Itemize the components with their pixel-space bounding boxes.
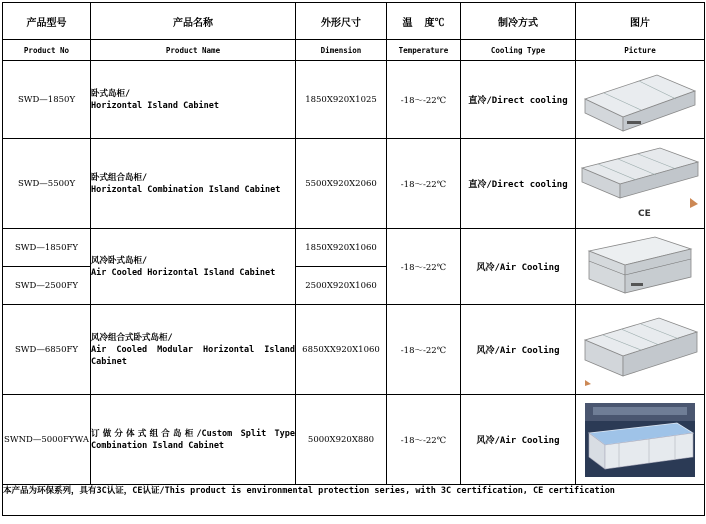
split-island-cabinet-photo-icon [585, 403, 695, 477]
cooling-type: 直冷/Direct cooling [461, 61, 576, 139]
combination-island-cabinet-icon [578, 142, 702, 226]
product-no: SWD—6850FY [3, 305, 91, 395]
product-no: SWND—5000FYWA [3, 395, 91, 485]
temperature: -18～-22℃ [387, 305, 461, 395]
header-cooling-cn: 制冷方式 [461, 3, 576, 40]
cooling-type: 风冷/Air Cooling [461, 229, 576, 305]
header-temperature-cn: 温 度℃ [387, 3, 461, 40]
cooling-type: 风冷/Air Cooling [461, 305, 576, 395]
product-no: SWD—1850FY [3, 229, 91, 267]
cooling-type: 风冷/Air Cooling [461, 395, 576, 485]
certification-note: 本产品为环保系列，具有3C认证，CE认证/This product is environmental protection series, with 3C certification, CE certification [3, 485, 705, 516]
temperature: -18～-22℃ [387, 61, 461, 139]
modular-island-cabinet-icon [579, 310, 701, 390]
product-picture [576, 305, 705, 395]
header-row-en [3, 40, 705, 61]
ce-mark: CE [638, 208, 651, 219]
product-name: 卧式岛柜/ Horizontal Island Cabinet [91, 61, 296, 139]
product-name: 风冷组合式卧式岛柜/ Air Cooled Modular Horizontal Island Cabinet [91, 305, 296, 395]
dimension: 2500X920X1060 [296, 267, 387, 305]
product-picture [576, 395, 705, 485]
product-picture [576, 61, 705, 139]
product-picture [576, 139, 705, 229]
table-row [3, 61, 705, 139]
header-row-cn [3, 3, 705, 40]
dimension: 1850X920X1025 [296, 61, 387, 139]
temperature: -18～-22℃ [387, 395, 461, 485]
header-product-name-en: Product Name [91, 40, 296, 61]
product-no: SWD—1850Y [3, 61, 91, 139]
dimension: 5500X920X2060 [296, 139, 387, 229]
dimension: 5000X920X880 [296, 395, 387, 485]
footer-row [3, 485, 705, 516]
table-row [3, 139, 705, 229]
product-picture [576, 229, 705, 305]
dimension: 6850XX920X1060 [296, 305, 387, 395]
island-cabinet-small-icon [579, 63, 701, 137]
header-temperature-en: Temperature [387, 40, 461, 61]
table-row [3, 305, 705, 395]
header-dimension-cn: 外形尺寸 [296, 3, 387, 40]
cooling-type: 直冷/Direct cooling [461, 139, 576, 229]
product-name: 风冷卧式岛柜/ Air Cooled Horizontal Island Cabinet [91, 229, 296, 305]
product-name: 订做分体式组合岛柜/Custom Split Type Combination Island Cabinet [91, 395, 296, 485]
header-picture-cn: 图片 [576, 3, 705, 40]
table-row [3, 395, 705, 485]
temperature: -18～-22℃ [387, 229, 461, 305]
header-cooling-en: Cooling Type [461, 40, 576, 61]
table-row [3, 229, 705, 267]
temperature: -18～-22℃ [387, 139, 461, 229]
dimension: 1850X920X1060 [296, 229, 387, 267]
header-product-no-en: Product No [3, 40, 91, 61]
header-product-name-cn: 产品名称 [91, 3, 296, 40]
header-picture-en: Picture [576, 40, 705, 61]
product-spec-table [2, 2, 705, 516]
product-name: 卧式组合岛柜/ Horizontal Combination Island Cabinet [91, 139, 296, 229]
air-cooled-island-cabinet-icon [581, 231, 699, 303]
header-product-no-cn: 产品型号 [3, 3, 91, 40]
product-no: SWD—5500Y [3, 139, 91, 229]
product-no: SWD—2500FY [3, 267, 91, 305]
header-dimension-en: Dimension [296, 40, 387, 61]
